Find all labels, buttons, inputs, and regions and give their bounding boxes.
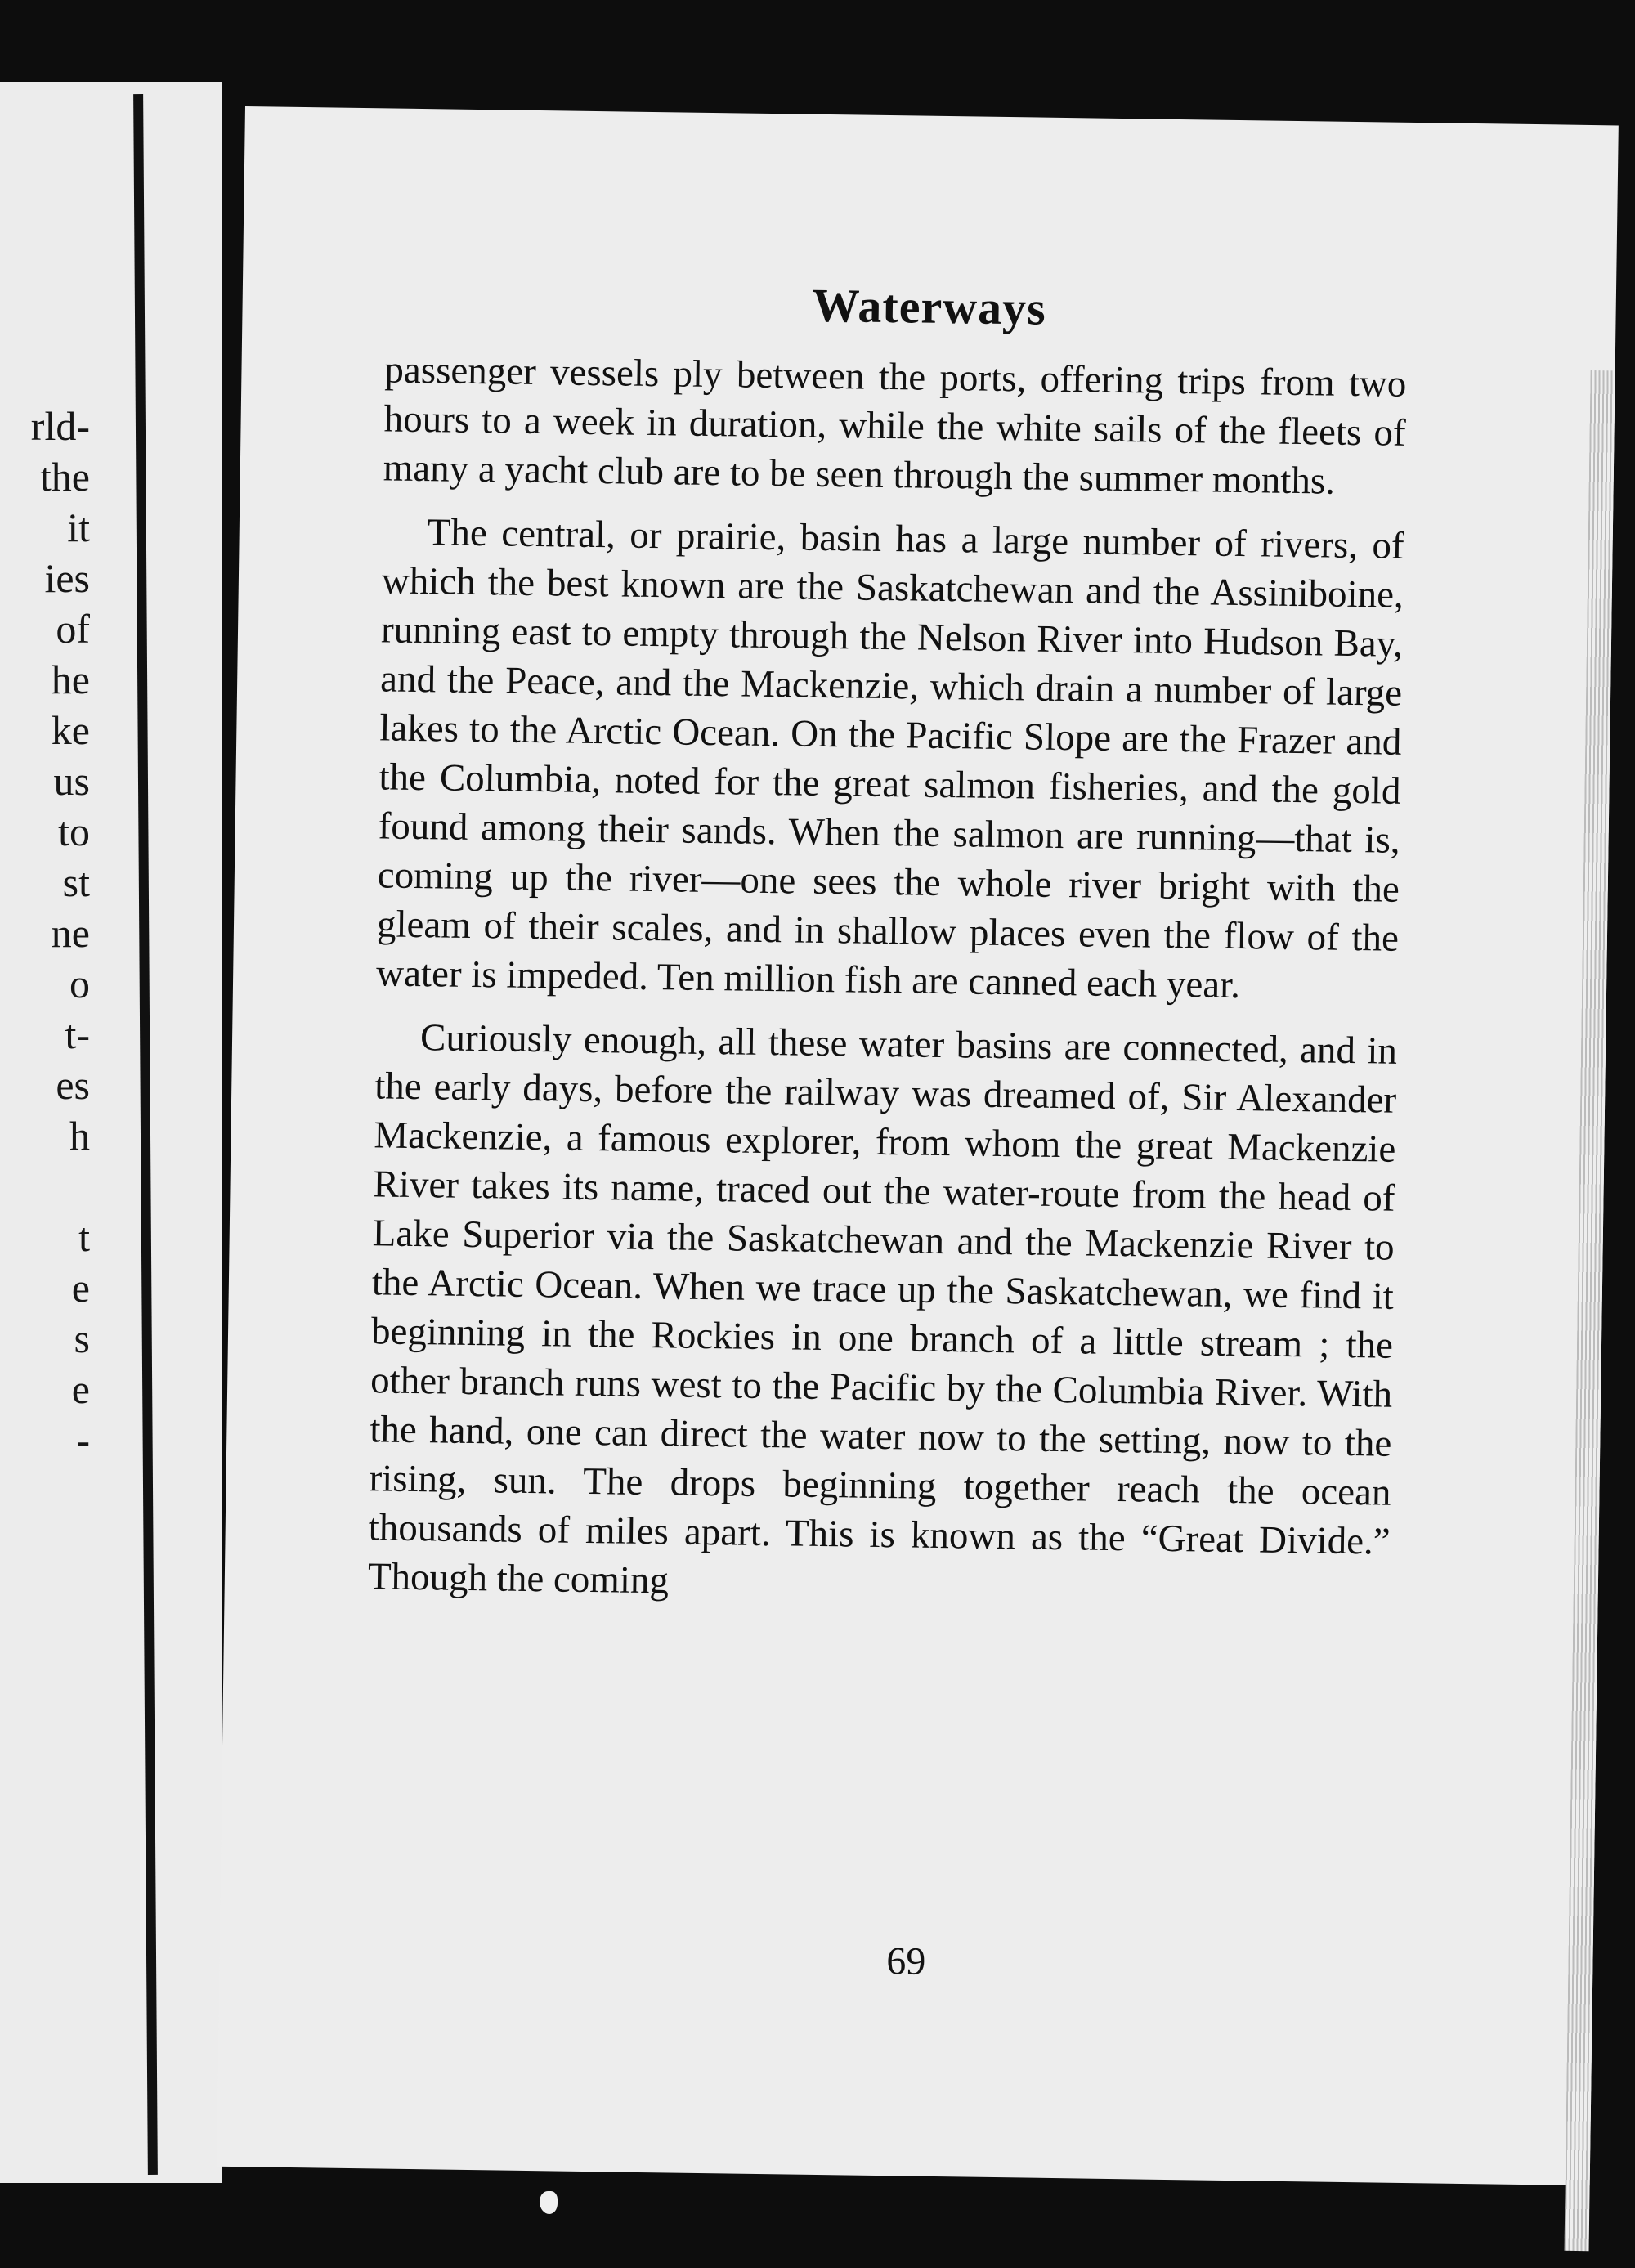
fragment-line: e <box>71 1366 90 1412</box>
fragment-line: ies <box>44 555 90 601</box>
fragment-line: o <box>69 961 90 1006</box>
fragment-line: s <box>74 1316 90 1361</box>
fragment-line: es <box>56 1062 90 1108</box>
fragment-line: - <box>76 1417 90 1463</box>
body-text <box>367 345 1407 1629</box>
paragraph: passenger vessels ply between the ports, offering trips from two hours to a week in duration, while the white sails of the fleets of many a yacht club are to be seen through the summer months. <box>383 348 1407 503</box>
paragraph: The central, or prairie, basin has a large number of rivers, of which the best known are the Saskatchewan and the Assiniboine, running east to empty through the Nelson River into Hudson Bay, and the Peace, and the Mackenzie, which drain a number of large lakes to the Arctic Ocean. On the Pacific Slope are the Frazer and the Columbia, noted for the great salmon fisheries, and the gold found among their sands. When the salmon are running—that is, coming up the river—one sees the whole river bright with the gleam of their scales, and in shallow places even the flow of the water is impeded. Ten million fish are canned each year. <box>375 511 1404 1007</box>
scan-artifact <box>540 2191 558 2214</box>
fragment-line: he <box>51 657 90 702</box>
fragment-line: us <box>53 758 90 804</box>
fragment-line: it <box>67 504 90 550</box>
fragment-line <box>0 1161 90 1212</box>
fragment-line: t <box>78 1214 90 1260</box>
fragment-line: t- <box>65 1011 90 1057</box>
paragraph: Curiously enough, all these water basins are connected, and in the early days, before the railway was dreamed of, Sir Alexander Mackenzie, a famous explorer, from whom the great Mackenzie River takes its name, traced out the water-route from the head of Lake Superior via the Saskatchewan and the Mackenzie River to the Arctic Ocean. When we trace up the Saskatchewan, we find it beginning in the Rockies in one branch of a little stream ; the other branch runs west to the Pacific by the Columbia River. With the hand, one can direct the water now to the setting, now to the rising, sun. The drops beginning together reach the ocean thousands of miles apart. This is known as the “Great Divide.” Though the coming <box>367 1016 1398 1602</box>
previous-page-text-fragments <box>0 401 90 1465</box>
running-head: Waterways <box>812 278 1047 335</box>
fragment-line: ne <box>51 910 90 956</box>
fragment-line: the <box>39 454 90 500</box>
current-page <box>217 106 1619 2185</box>
fragment-line: st <box>62 859 90 905</box>
fragment-line: e <box>71 1265 90 1311</box>
previous-page <box>0 82 222 2183</box>
fragment-line: h <box>69 1113 90 1159</box>
fragment-line: rld- <box>30 403 90 449</box>
page-number: 69 <box>886 1939 926 1983</box>
fragment-line: ke <box>51 707 90 753</box>
fragment-line: of <box>56 606 90 652</box>
fragment-line: to <box>58 809 90 854</box>
